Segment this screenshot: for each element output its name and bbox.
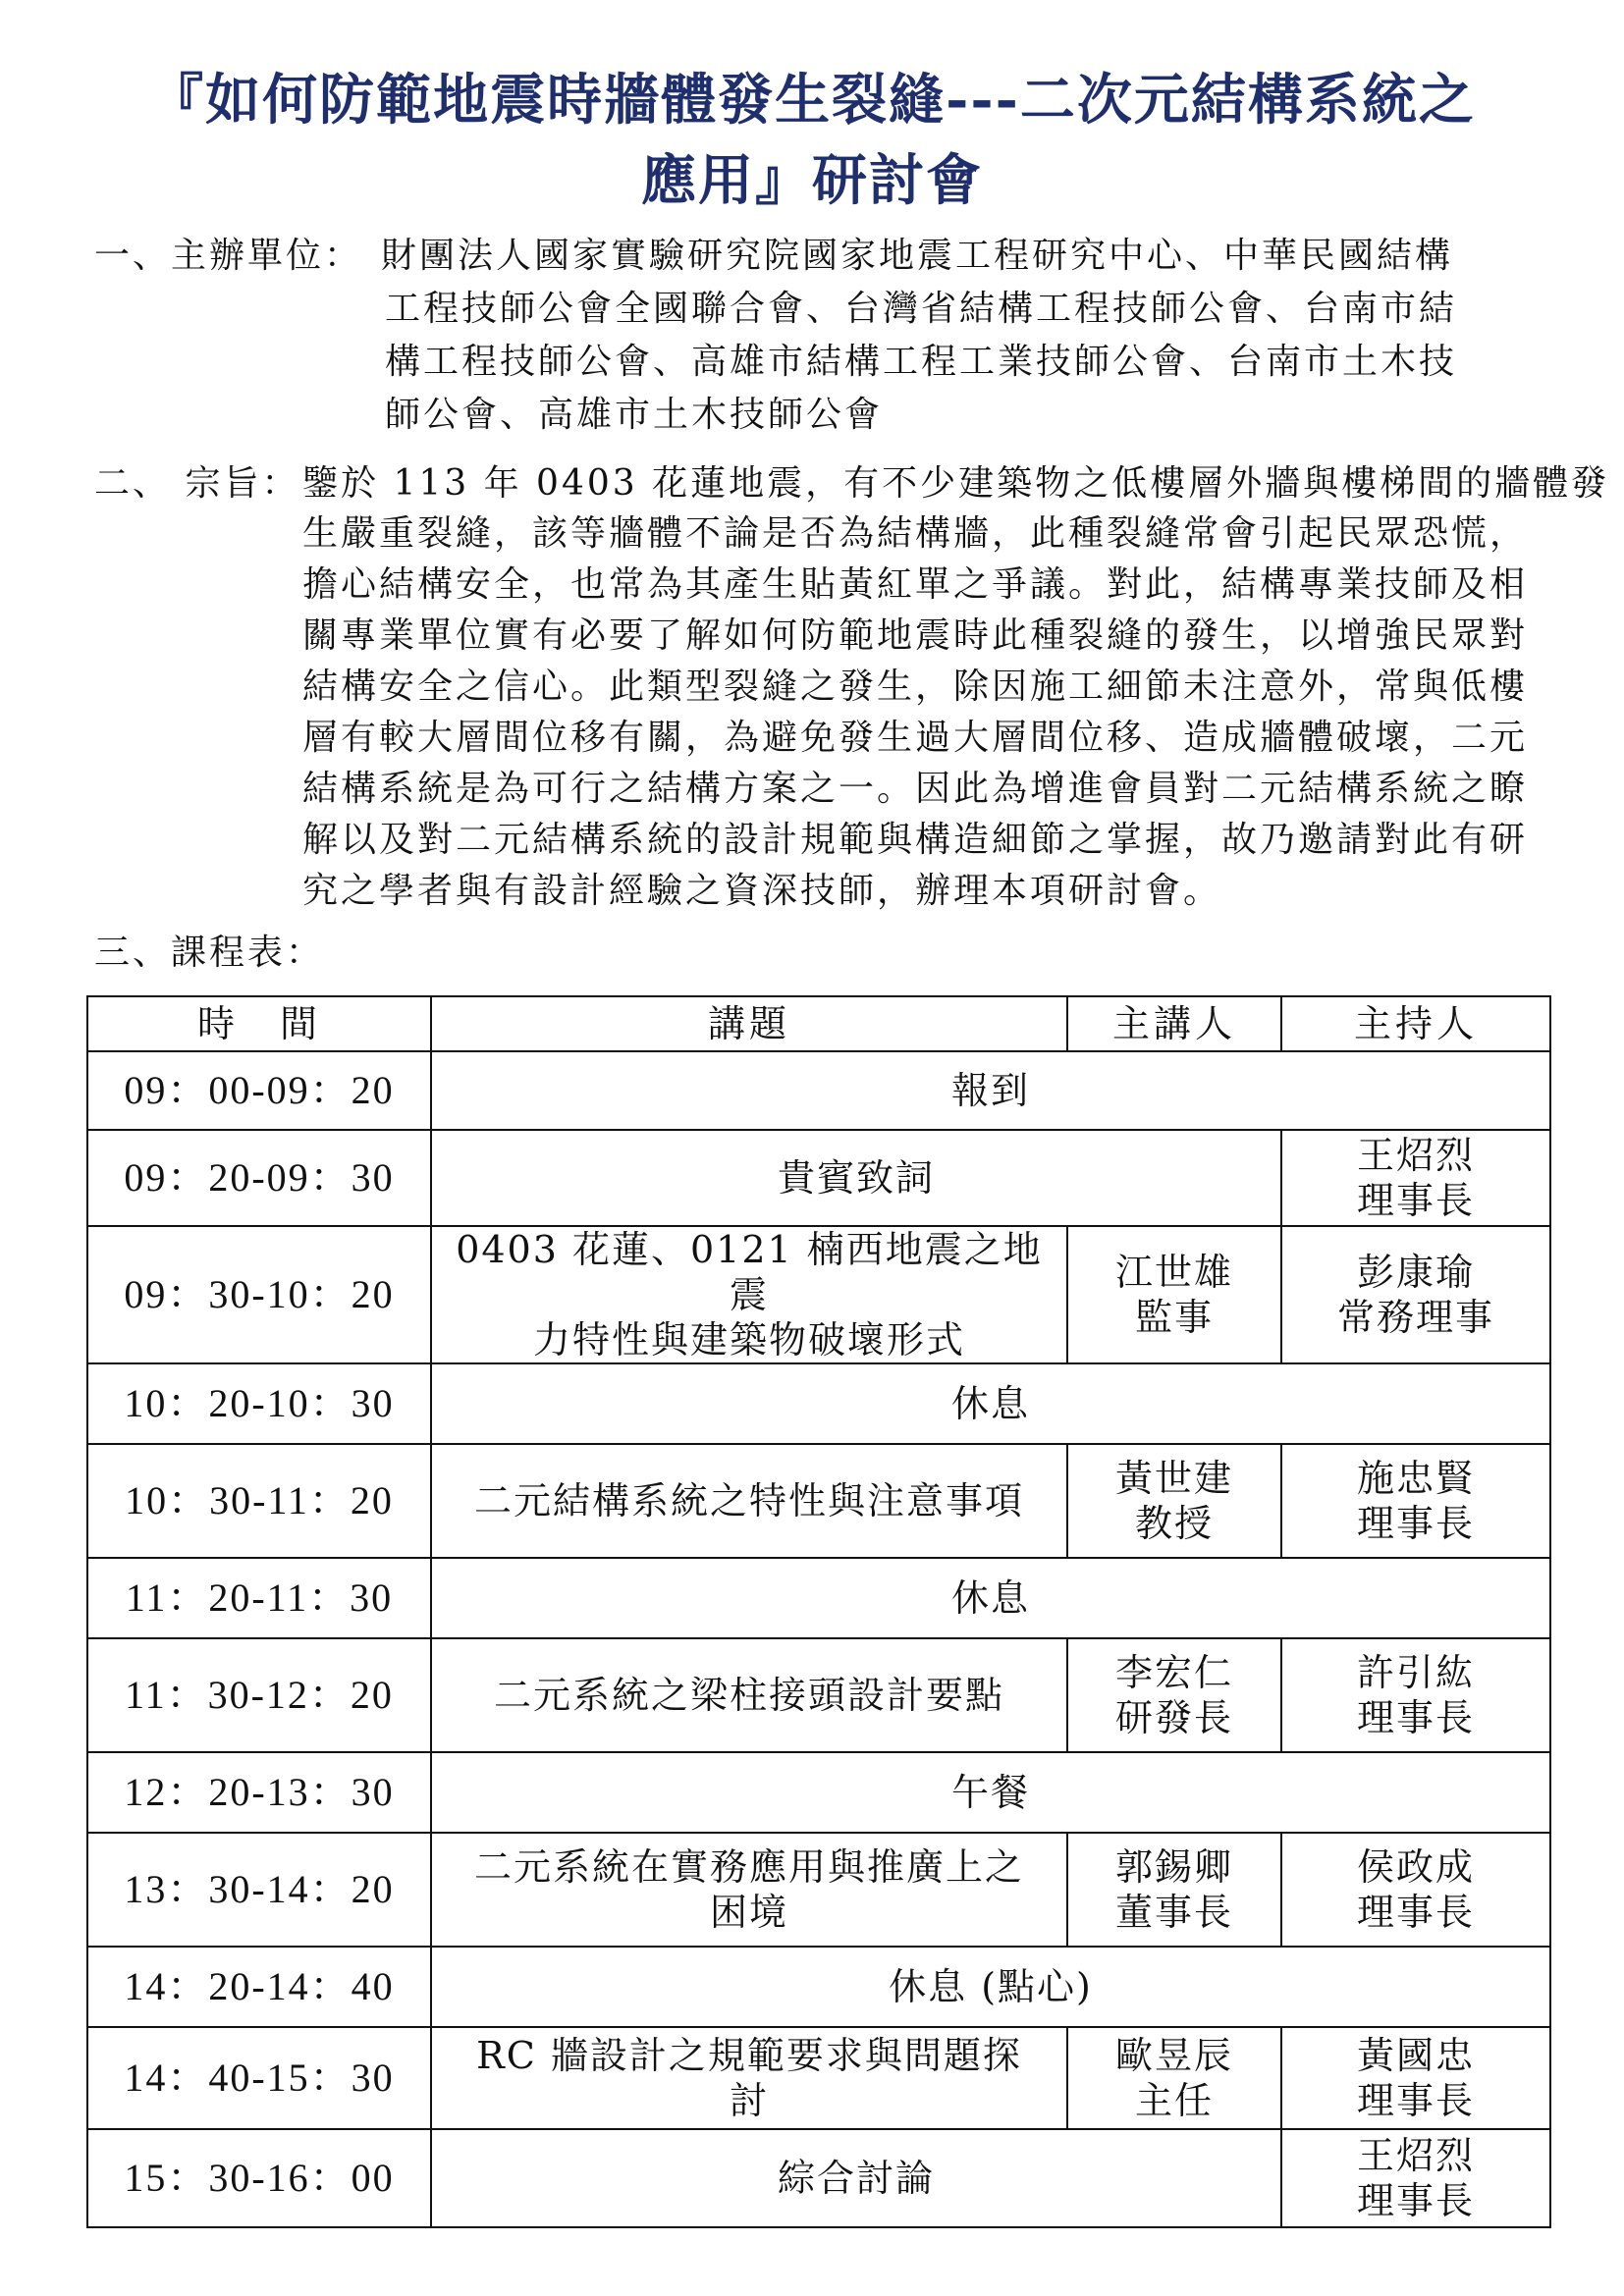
organizers-line: 師公會、高雄市土木技師公會 xyxy=(385,395,884,435)
speaker-name: 李宏仁 xyxy=(1114,1651,1233,1694)
session-time: 09：20-09：30 xyxy=(87,1130,431,1226)
host-name: 施忠賢 xyxy=(1356,1457,1475,1500)
host-name: 黃國忠 xyxy=(1356,2034,1475,2077)
topic-line: 力特性與建築物破壞形式 xyxy=(532,1318,965,1362)
table-row xyxy=(87,1558,1550,1638)
host-title: 理事長 xyxy=(1356,1696,1475,1739)
session-host xyxy=(1281,2129,1550,2227)
purpose-line: 究之學者與有設計經驗之資深技師，辦理本項研討會。 xyxy=(302,871,1222,911)
session-time: 12：20-13：30 xyxy=(87,1752,431,1833)
session-host xyxy=(1281,1226,1550,1363)
host-name: 王炤烈 xyxy=(1356,1134,1475,1177)
session-time: 15：30-16：00 xyxy=(87,2129,431,2227)
purpose-line: 結構系統是為可行之結構方案之一。因此為增進會員對二元結構系統之瞭 xyxy=(302,769,1529,809)
session-time: 10：20-10：30 xyxy=(87,1363,431,1444)
session-host xyxy=(1281,1130,1550,1226)
session-topic xyxy=(431,1226,1067,1363)
session-time: 13：30-14：20 xyxy=(87,1833,431,1947)
purpose-line: 關專業單位實有必要了解如何防範地震時此種裂縫的發生，以增強民眾對 xyxy=(302,615,1529,656)
session-time: 11：20-11：30 xyxy=(87,1558,431,1638)
host-title: 理事長 xyxy=(1356,1502,1475,1545)
session-topic: 休息 (點心) xyxy=(431,1947,1550,2027)
session-topic: 休息 xyxy=(431,1558,1550,1638)
session-topic: 綜合討論 xyxy=(431,2129,1281,2227)
organizers-line: 工程技師公會全國聯合會、台灣省結構工程技師公會、台南市結 xyxy=(385,289,1458,329)
speaker-title: 主任 xyxy=(1134,2079,1214,2122)
session-topic: 二元結構系統之特性與注意事項 xyxy=(431,1444,1067,1558)
organizers-line: 構工程技師公會、高雄市結構工程工業技師公會、台南市土木技 xyxy=(385,342,1458,382)
session-topic xyxy=(431,1833,1067,1947)
session-speaker xyxy=(1067,1226,1281,1363)
topic-line: 討 xyxy=(729,2079,769,2122)
header-speaker: 主講人 xyxy=(1067,996,1281,1051)
host-title: 常務理事 xyxy=(1336,1296,1494,1339)
organizers-line: 財團法人國家實驗研究院國家地震工程研究中心、中華民國結構 xyxy=(381,236,1454,276)
session-host xyxy=(1281,2027,1550,2129)
session-time: 09：30-10：20 xyxy=(87,1226,431,1363)
document-title-line2: 應用』研討會 xyxy=(641,148,983,213)
purpose-label: 二、 宗旨： xyxy=(94,463,300,504)
purpose-line: 擔心結構安全，也常為其產生貼黃紅單之爭議。對此，結構專業技師及相 xyxy=(302,564,1529,605)
purpose-line: 結構安全之信心。此類型裂縫之發生，除因施工細節未注意外，常與低樓 xyxy=(302,667,1529,707)
table-row xyxy=(87,1638,1550,1752)
topic-line: 0403 花蓮、0121 楠西地震之地震 xyxy=(456,1228,1043,1316)
session-topic: 貴賓致詞 xyxy=(431,1130,1281,1226)
session-time: 14：20-14：40 xyxy=(87,1947,431,2027)
speaker-title: 董事長 xyxy=(1114,1891,1233,1934)
session-topic xyxy=(431,2027,1067,2129)
speaker-title: 研發長 xyxy=(1114,1696,1233,1739)
host-name: 彭康瑜 xyxy=(1356,1251,1475,1294)
topic-line: 困境 xyxy=(709,1891,788,1934)
session-host xyxy=(1281,1638,1550,1752)
table-row xyxy=(87,1226,1550,1363)
speaker-name: 黃世建 xyxy=(1114,1457,1233,1500)
table-row xyxy=(87,1363,1550,1444)
speaker-name: 歐昱辰 xyxy=(1114,2034,1233,2077)
host-name: 許引紘 xyxy=(1356,1651,1475,1694)
session-speaker xyxy=(1067,1444,1281,1558)
topic-line: 二元系統在實務應用與推廣上之 xyxy=(473,1845,1024,1889)
schedule-heading: 三、課程表： xyxy=(94,933,325,973)
schedule-table xyxy=(86,995,1551,2228)
organizers-label: 一、主辦單位： xyxy=(94,236,363,276)
header-time: 時 間 xyxy=(87,996,431,1051)
host-title: 理事長 xyxy=(1356,1891,1475,1934)
host-title: 理事長 xyxy=(1356,2179,1475,2222)
purpose-line: 層有較大層間位移有關，為避免發生過大層間位移、造成牆體破壞，二元 xyxy=(302,718,1529,758)
session-topic: 報到 xyxy=(431,1051,1550,1130)
speaker-title: 監事 xyxy=(1134,1296,1214,1339)
table-row xyxy=(87,1947,1550,2027)
document-title-line1: 『如何防範地震時牆體發生裂縫---二次元結構系統之 xyxy=(148,68,1476,133)
host-title: 理事長 xyxy=(1356,2079,1475,2122)
session-topic: 二元系統之梁柱接頭設計要點 xyxy=(431,1638,1067,1752)
host-name: 王炤烈 xyxy=(1356,2134,1475,2177)
purpose-line: 解以及對二元結構系統的設計規範與構造細節之掌握，故乃邀請對此有研 xyxy=(302,820,1529,860)
header-host: 主持人 xyxy=(1281,996,1550,1051)
session-time: 14：40-15：30 xyxy=(87,2027,431,2129)
host-name: 侯政成 xyxy=(1356,1845,1475,1889)
table-row xyxy=(87,1051,1550,1130)
purpose-line: 生嚴重裂縫，該等牆體不論是否為結構牆，此種裂縫常會引起民眾恐慌， xyxy=(302,513,1529,554)
speaker-name: 江世雄 xyxy=(1114,1251,1233,1294)
table-row xyxy=(87,1833,1550,1947)
session-host xyxy=(1281,1833,1550,1947)
session-topic: 休息 xyxy=(431,1363,1550,1444)
table-row xyxy=(87,1130,1550,1226)
session-time: 09：00-09：20 xyxy=(87,1051,431,1130)
header-topic: 講題 xyxy=(431,996,1067,1051)
session-topic: 午餐 xyxy=(431,1752,1550,1833)
speaker-name: 郭錫卿 xyxy=(1114,1845,1233,1889)
purpose-line: 鑒於 113 年 0403 花蓮地震，有不少建築物之低樓層外牆與樓梯間的牆體發 xyxy=(302,463,1610,504)
session-host xyxy=(1281,1444,1550,1558)
table-row xyxy=(87,1444,1550,1558)
session-speaker xyxy=(1067,2027,1281,2129)
session-speaker xyxy=(1067,1833,1281,1947)
table-row xyxy=(87,2027,1550,2129)
speaker-title: 教授 xyxy=(1134,1502,1214,1545)
table-row xyxy=(87,2129,1550,2227)
session-time: 11：30-12：20 xyxy=(87,1638,431,1752)
table-header-row xyxy=(87,996,1550,1051)
table-row xyxy=(87,1752,1550,1833)
host-title: 理事長 xyxy=(1356,1179,1475,1222)
session-time: 10：30-11：20 xyxy=(87,1444,431,1558)
topic-line: RC 牆設計之規範要求與問題探 xyxy=(476,2034,1022,2077)
session-speaker xyxy=(1067,1638,1281,1752)
